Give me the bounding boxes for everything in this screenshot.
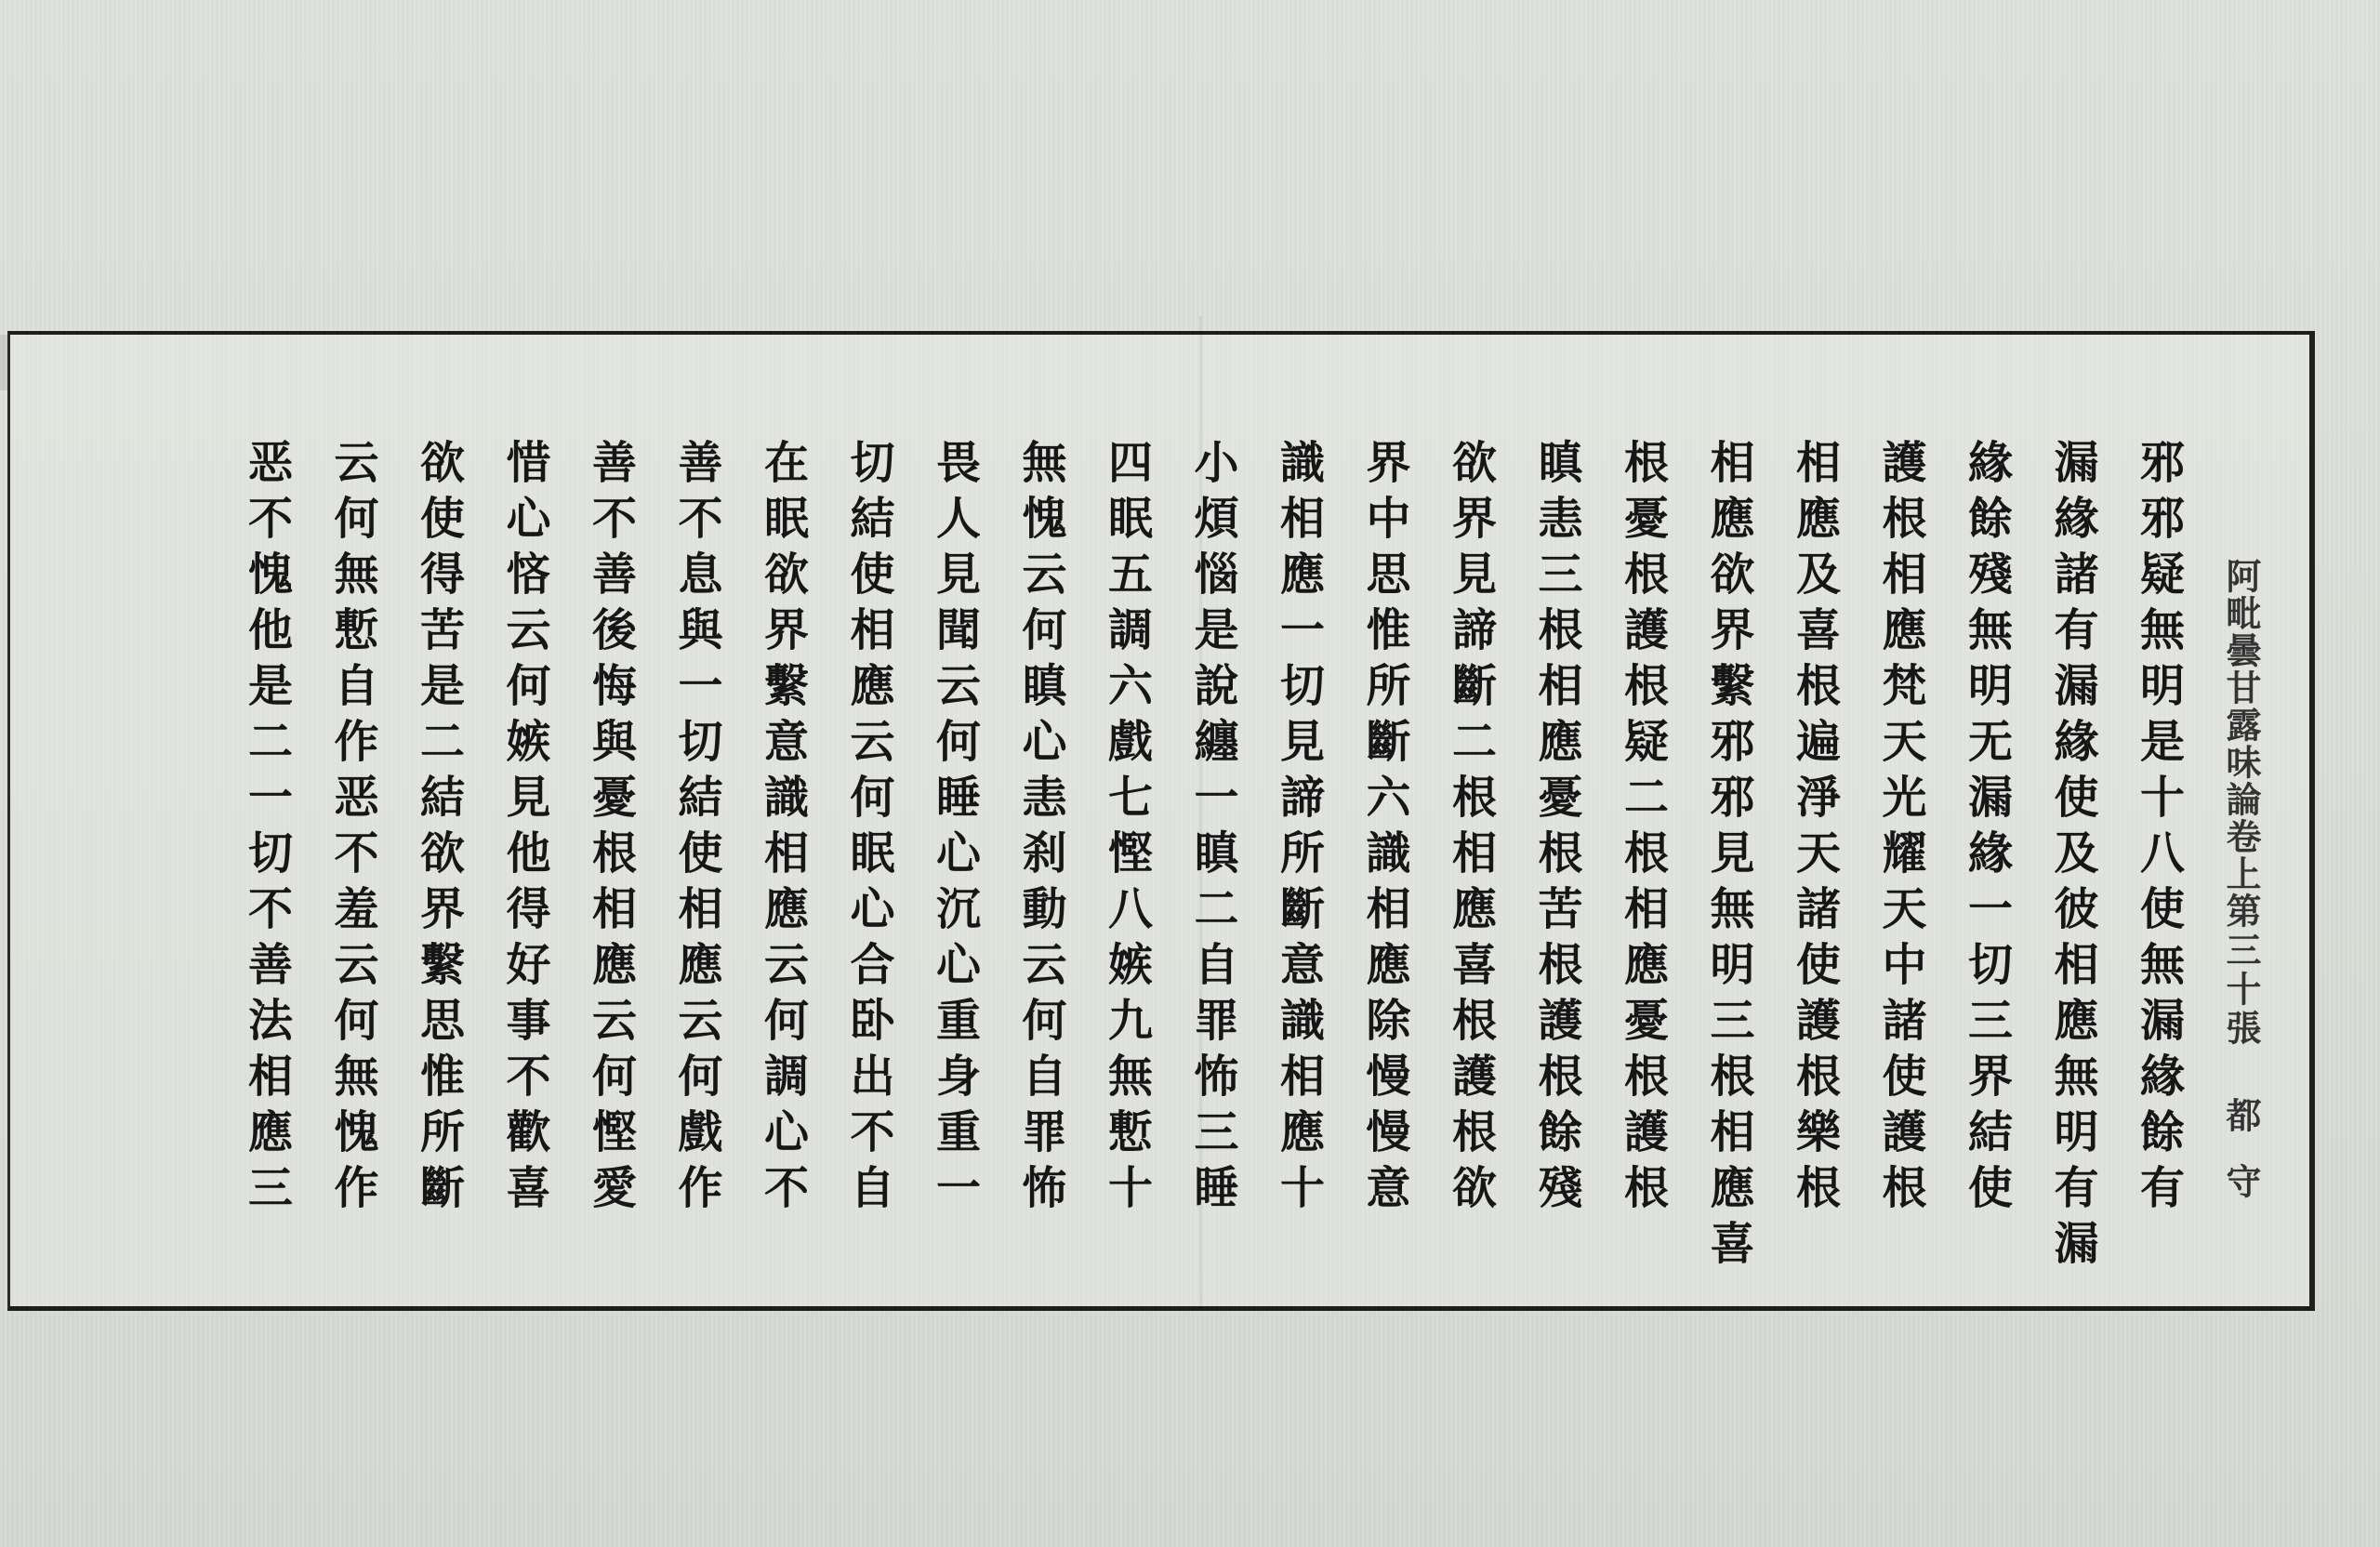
text-column: 恶 不 愧 他 是 二 一 切 不 善 法 相 應 三 (247, 437, 293, 1214)
border-right-rule (2309, 331, 2315, 1311)
margin-carver-text: 都 守 (2220, 1097, 2262, 1209)
text-column: 在 眠 欲 界 繫 意 識 相 應 云 何 調 心 不 (763, 437, 809, 1214)
text-column: 界 中 思 惟 所 斷 六 識 相 應 除 慢 慢 意 (1366, 437, 1411, 1214)
text-column: 識 相 應 一 切 見 諦 所 斷 意 識 相 應 十 (1279, 437, 1325, 1214)
text-column: 欲 界 見 諦 斷 二 根 相 應 喜 根 護 根 欲 (1451, 437, 1497, 1214)
margin-title (2220, 558, 2262, 892)
text-column: 四 眠 五 調 六 戲 七 慳 八 嫉 九 無 慙 十 (1107, 437, 1153, 1214)
margin-page-number (2220, 892, 2262, 1049)
text-column: 相 應 欲 界 繫 邪 邪 見 無 明 三 根 相 應 喜 (1710, 437, 1755, 1270)
text-column: 切 結 使 相 應 云 何 眠 心 合 卧 出 不 自 (850, 437, 895, 1214)
text-column: 根 憂 根 護 根 疑 二 根 相 應 憂 根 護 根 (1623, 437, 1669, 1214)
margin-title-text: 阿毗曇甘露味論卷上 (2220, 558, 2262, 892)
text-column: 小 煩 惱 是 說 纏 一 瞋 二 自 罪 怖 三 睡 (1194, 437, 1239, 1214)
text-column: 善 不 善 後 悔 與 憂 根 相 應 云 何 慳 愛 (591, 437, 637, 1214)
text-column: 欲 使 得 苦 是 二 結 欲 界 繫 思 惟 所 斷 (419, 437, 465, 1214)
text-column: 云 何 無 慙 自 作 恶 不 羞 云 何 無 愧 作 (334, 437, 379, 1214)
margin-carver (2220, 1097, 2262, 1209)
text-column: 漏 緣 諸 有 漏 緣 使 及 彼 相 應 無 明 有 漏 (2054, 437, 2099, 1270)
text-column: 護 根 相 應 梵 天 光 耀 天 中 諸 使 護 根 (1882, 437, 1927, 1214)
text-column: 相 應 及 喜 根 遍 淨 天 諸 使 護 根 樂 根 (1795, 437, 1841, 1214)
text-column: 邪 邪 疑 無 明 是 十 八 使 無 漏 緣 餘 有 (2139, 437, 2185, 1214)
text-column: 畏 人 見 聞 云 何 睡 心 沉 心 重 身 重 一 (935, 437, 981, 1214)
text-column: 善 不 息 與 一 切 結 使 相 應 云 何 戲 作 (678, 437, 723, 1214)
margin-page-text: 第三十張 (2220, 892, 2262, 1049)
text-column: 惜 心 悋 云 何 嫉 見 他 得 好 事 不 歡 喜 (506, 437, 551, 1214)
text-column: 無 愧 云 何 瞋 心 恚 刹 動 云 何 自 罪 怖 (1022, 437, 1067, 1214)
text-column: 緣 餘 殘 無 明 无 漏 緣 一 切 三 界 結 使 (1967, 437, 2013, 1214)
text-column: 瞋 恚 三 根 相 應 憂 根 苦 根 護 根 餘 殘 (1538, 437, 1583, 1214)
